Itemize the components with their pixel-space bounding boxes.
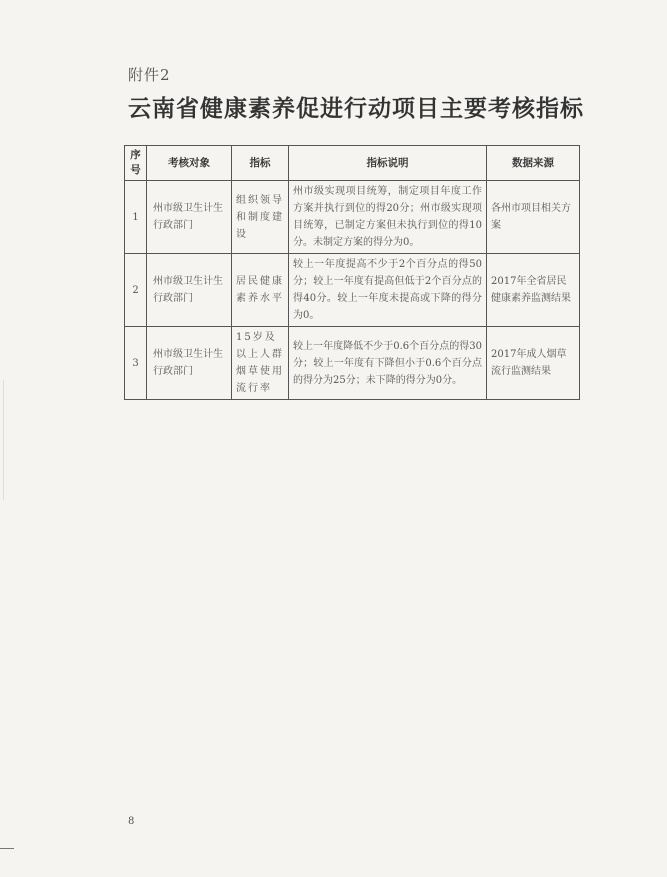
attachment-label: 附件2 (128, 66, 171, 84)
row-data-source: 2017年成人烟草流行监测结果 (487, 327, 580, 400)
document-title: 云南省健康素养促进行动项目主要考核指标 (128, 95, 584, 122)
table-header-row (125, 146, 580, 181)
header-indicator: 指标 (232, 146, 289, 181)
row-assessment-target: 州市级卫生计生行政部门 (147, 327, 232, 400)
row-indicator-description: 州市级实现项目统筹，制定项目年度工作方案并执行到位的得20分；州市级实现项目统筹，已制定方案但未执行到位的得10分。未制定方案的得分为0。 (289, 181, 487, 254)
row-assessment-target: 州市级卫生计生行政部门 (147, 254, 232, 327)
header-serial-number: 序号 (125, 146, 147, 181)
table-row (125, 254, 580, 327)
page-number: 8 (128, 816, 135, 827)
assessment-indicator-table (124, 145, 580, 400)
scan-edge-mark (0, 848, 14, 849)
scan-edge-shadow (3, 380, 4, 500)
row-serial-number: 2 (125, 254, 147, 327)
header-assessment-target: 考核对象 (147, 146, 232, 181)
row-assessment-target: 州市级卫生计生行政部门 (147, 181, 232, 254)
table-row (125, 327, 580, 400)
row-indicator: 组织领导和制度建设 (232, 181, 289, 254)
row-serial-number: 3 (125, 327, 147, 400)
row-indicator-description: 较上一年度降低不少于0.6个百分点的得30分；较上一年度有下降但小于0.6个百分点的得分为25分；未下降的得分为0分。 (289, 327, 487, 400)
table-row (125, 181, 580, 254)
row-data-source: 各州市项目相关方案 (487, 181, 580, 254)
row-indicator: 15岁及以上人群烟草使用流行率 (232, 327, 289, 400)
row-indicator-description: 较上一年度提高不少于2个百分点的得50分；较上一年度有提高但低于2个百分点的得40分。较上一年度未提高或下降的得分为0。 (289, 254, 487, 327)
row-data-source: 2017年全省居民健康素养监测结果 (487, 254, 580, 327)
header-data-source: 数据来源 (487, 146, 580, 181)
header-indicator-description: 指标说明 (289, 146, 487, 181)
row-indicator: 居民健康素养水平 (232, 254, 289, 327)
row-serial-number: 1 (125, 181, 147, 254)
